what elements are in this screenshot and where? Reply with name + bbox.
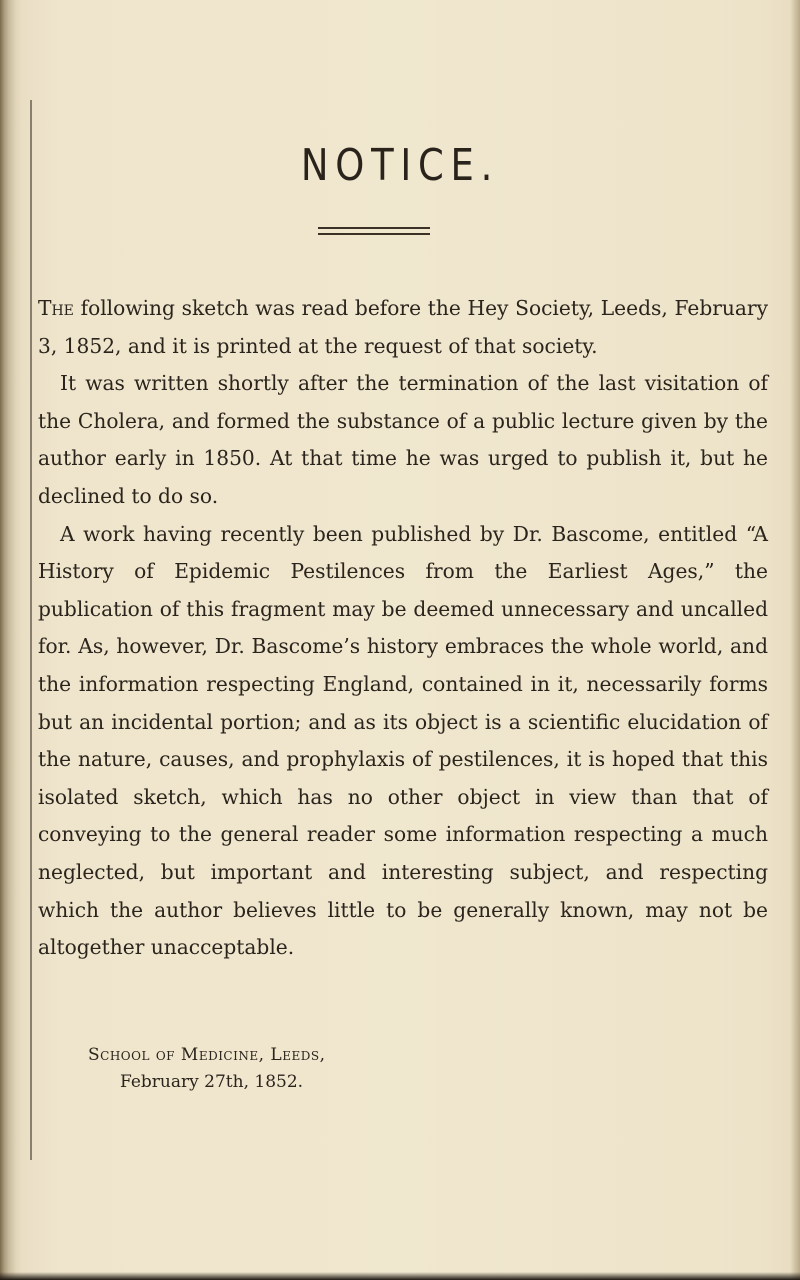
page-bottom-edge xyxy=(0,1272,800,1280)
signature-block xyxy=(88,1042,325,1096)
notice-body xyxy=(38,290,768,967)
title-rule-top xyxy=(318,227,430,229)
signature-place: School of Medicine, Leeds, xyxy=(88,1045,326,1065)
title-rule-bottom xyxy=(318,233,430,235)
paragraph-text: It was written shortly after the termination of the last visitation of the Cholera, and formed the substance of a public lecture given by the author early in 1850. At that time he was urged to publish it, but he declined to do so. xyxy=(38,371,768,508)
paragraph-lead-word: The xyxy=(38,296,74,320)
notice-paragraph-1 xyxy=(38,290,768,365)
paragraph-text: following sketch was read before the Hey Society, Leeds, February 3, 1852, and it is printed at the request of that society. xyxy=(38,296,768,358)
page-margin-line xyxy=(30,100,32,1160)
page-right-edge xyxy=(790,0,800,1280)
notice-paragraph-3 xyxy=(38,516,768,967)
page-binding-edge xyxy=(0,0,22,1280)
signature-date: February 27th, 1852. xyxy=(120,1072,304,1092)
notice-paragraph-2 xyxy=(38,365,768,515)
paragraph-text: A work having recently been published by Dr. Bascome, entitled “A History of Epidemic Pestilences from the Earliest Ages,” the publication of this fragment may be deemed unnecessary and uncalled for. As, however, Dr. Bascome’s history embraces the whole world, and the information respecting England, contained in it, necessarily forms but an incidental portion; and as its object is a scientific elucidation of the nature, causes, and prophylaxis of pestilences, it is hoped that this isolated sketch, which has no other object in view than that of conveying to the general reader some information respecting a much neglected, but important and interesting subject, and respecting which the author believes little to be generally known, may not be altogether unacceptable. xyxy=(38,521,768,960)
page-title: NOTICE. xyxy=(300,140,500,191)
